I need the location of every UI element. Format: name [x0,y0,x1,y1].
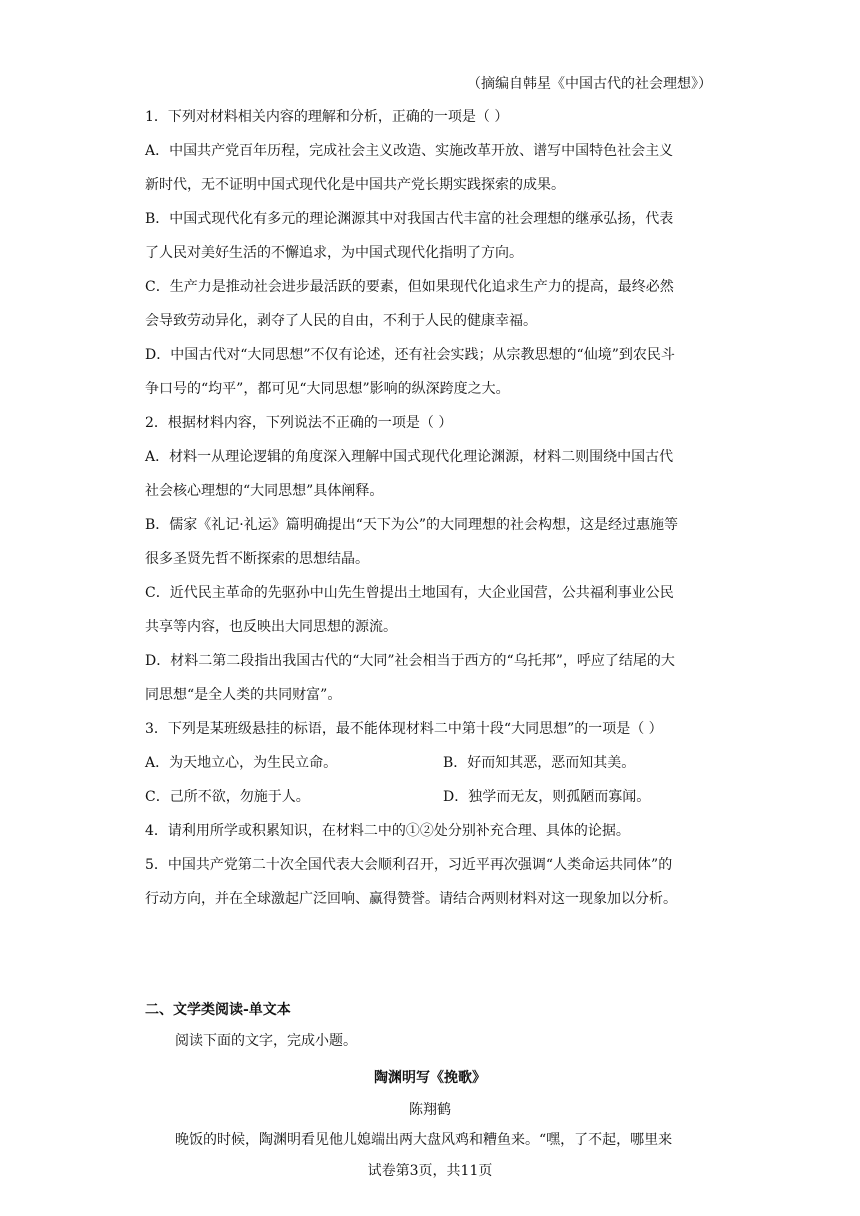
article-author: 陈翔鹤 [409,1102,451,1118]
q1-option-d-line2: 争口号的“均平”，都可见“大同思想”影响的纵深跨度之大。 [145,381,510,397]
q1-option-a-line2: 新时代，无不证明中国式现代化是中国共产党长期实践探索的成果。 [145,177,565,193]
q4-stem: 4．请利用所学或积累知识，在材料二中的①②处分别补充合理、具体的论据。 [145,823,630,839]
q1-option-c-line1: C．生产力是推动社会进步最活跃的要素，但如果现代化追求生产力的提高，最终必然 [145,279,674,295]
q3-option-a: A．为天地立心，为生民立命。 [145,755,338,771]
q1-option-b-line1: B．中国式现代化有多元的理论渊源其中对我国古代丰富的社会理想的继承弘扬，代表 [145,211,674,227]
q1-stem: 1．下列对材料相关内容的理解和分析，正确的一项是（ ） [145,109,509,125]
source-citation: （摘编自韩星《中国古代的社会理想》） [467,76,712,92]
q1-option-b-line2: 了人民对美好生活的不懈追求，为中国式现代化指明了方向。 [145,245,523,261]
q2-option-a-line1: A．材料一从理论逻辑的角度深入理解中国式现代化理论渊源，材料二则围绕中国古代 [145,449,674,465]
q3-stem: 3．下列是某班级悬挂的标语，最不能体现材料二中第十段“大同思想”的一项是（ ） [145,721,663,737]
article-first-line: 晚饭的时候，陶渊明看见他儿媳端出两大盘风鸡和糟鱼来。“嘿，了不起，哪里来 [175,1132,673,1148]
q2-option-c-line1: C．近代民主革命的先驱孙中山先生曾提出土地国有，大企业国营，公共福利事业公民 [145,585,674,601]
page-footer: 试卷第3页，共11页 [367,1163,493,1179]
q2-option-c-line2: 共享等内容，也反映出大同思想的源流。 [145,619,397,635]
q5-stem-line1: 5．中国共产党第二十次全国代表大会顺利召开，习近平再次强调“人类命运共同体”的 [145,857,673,873]
q2-option-b-line2: 很多圣贤先哲不断探索的思想结晶。 [145,551,369,567]
q2-stem: 2．根据材料内容，下列说法不正确的一项是（ ） [145,415,453,431]
article-title: 陶渊明写《挽歌》 [374,1070,486,1086]
q3-option-c: C．己所不欲，勿施于人。 [145,789,310,805]
q3-option-b: B．好而知其恶，恶而知其美。 [443,755,636,771]
q2-option-d-line1: D．材料二第二段指出我国古代的“大同”社会相当于西方的“乌托邦”，呼应了结尾的大 [145,653,675,669]
q5-stem-line2: 行动方向，并在全球激起广泛回响、赢得赞誉。请结合两则材料对这一现象加以分析。 [145,891,677,907]
section2-instruction: 阅读下面的文字，完成小题。 [175,1033,357,1049]
section2-heading: 二、文学类阅读-单文本 [145,1002,291,1018]
q2-option-d-line2: 同思想“是全人类的共同财富”。 [145,687,342,703]
q2-option-b-line1: B．儒家《礼记·礼运》篇明确提出“天下为公”的大同理想的社会构想，这是经过惠施等 [145,517,679,533]
q1-option-d-line1: D．中国古代对“大同思想”不仅有论述，还有社会实践；从宗教思想的“仙境”到农民斗 [145,347,675,363]
q1-option-c-line2: 会导致劳动异化，剥夺了人民的自由，不利于人民的健康幸福。 [145,313,537,329]
q3-option-d: D．独学而无友，则孤陋而寡闻。 [443,789,651,805]
q1-option-a-line1: A．中国共产党百年历程，完成社会主义改造、实施改革开放、谱写中国特色社会主义 [145,143,674,159]
q2-option-a-line2: 社会核心理想的“大同思想”具体阐释。 [145,483,384,499]
